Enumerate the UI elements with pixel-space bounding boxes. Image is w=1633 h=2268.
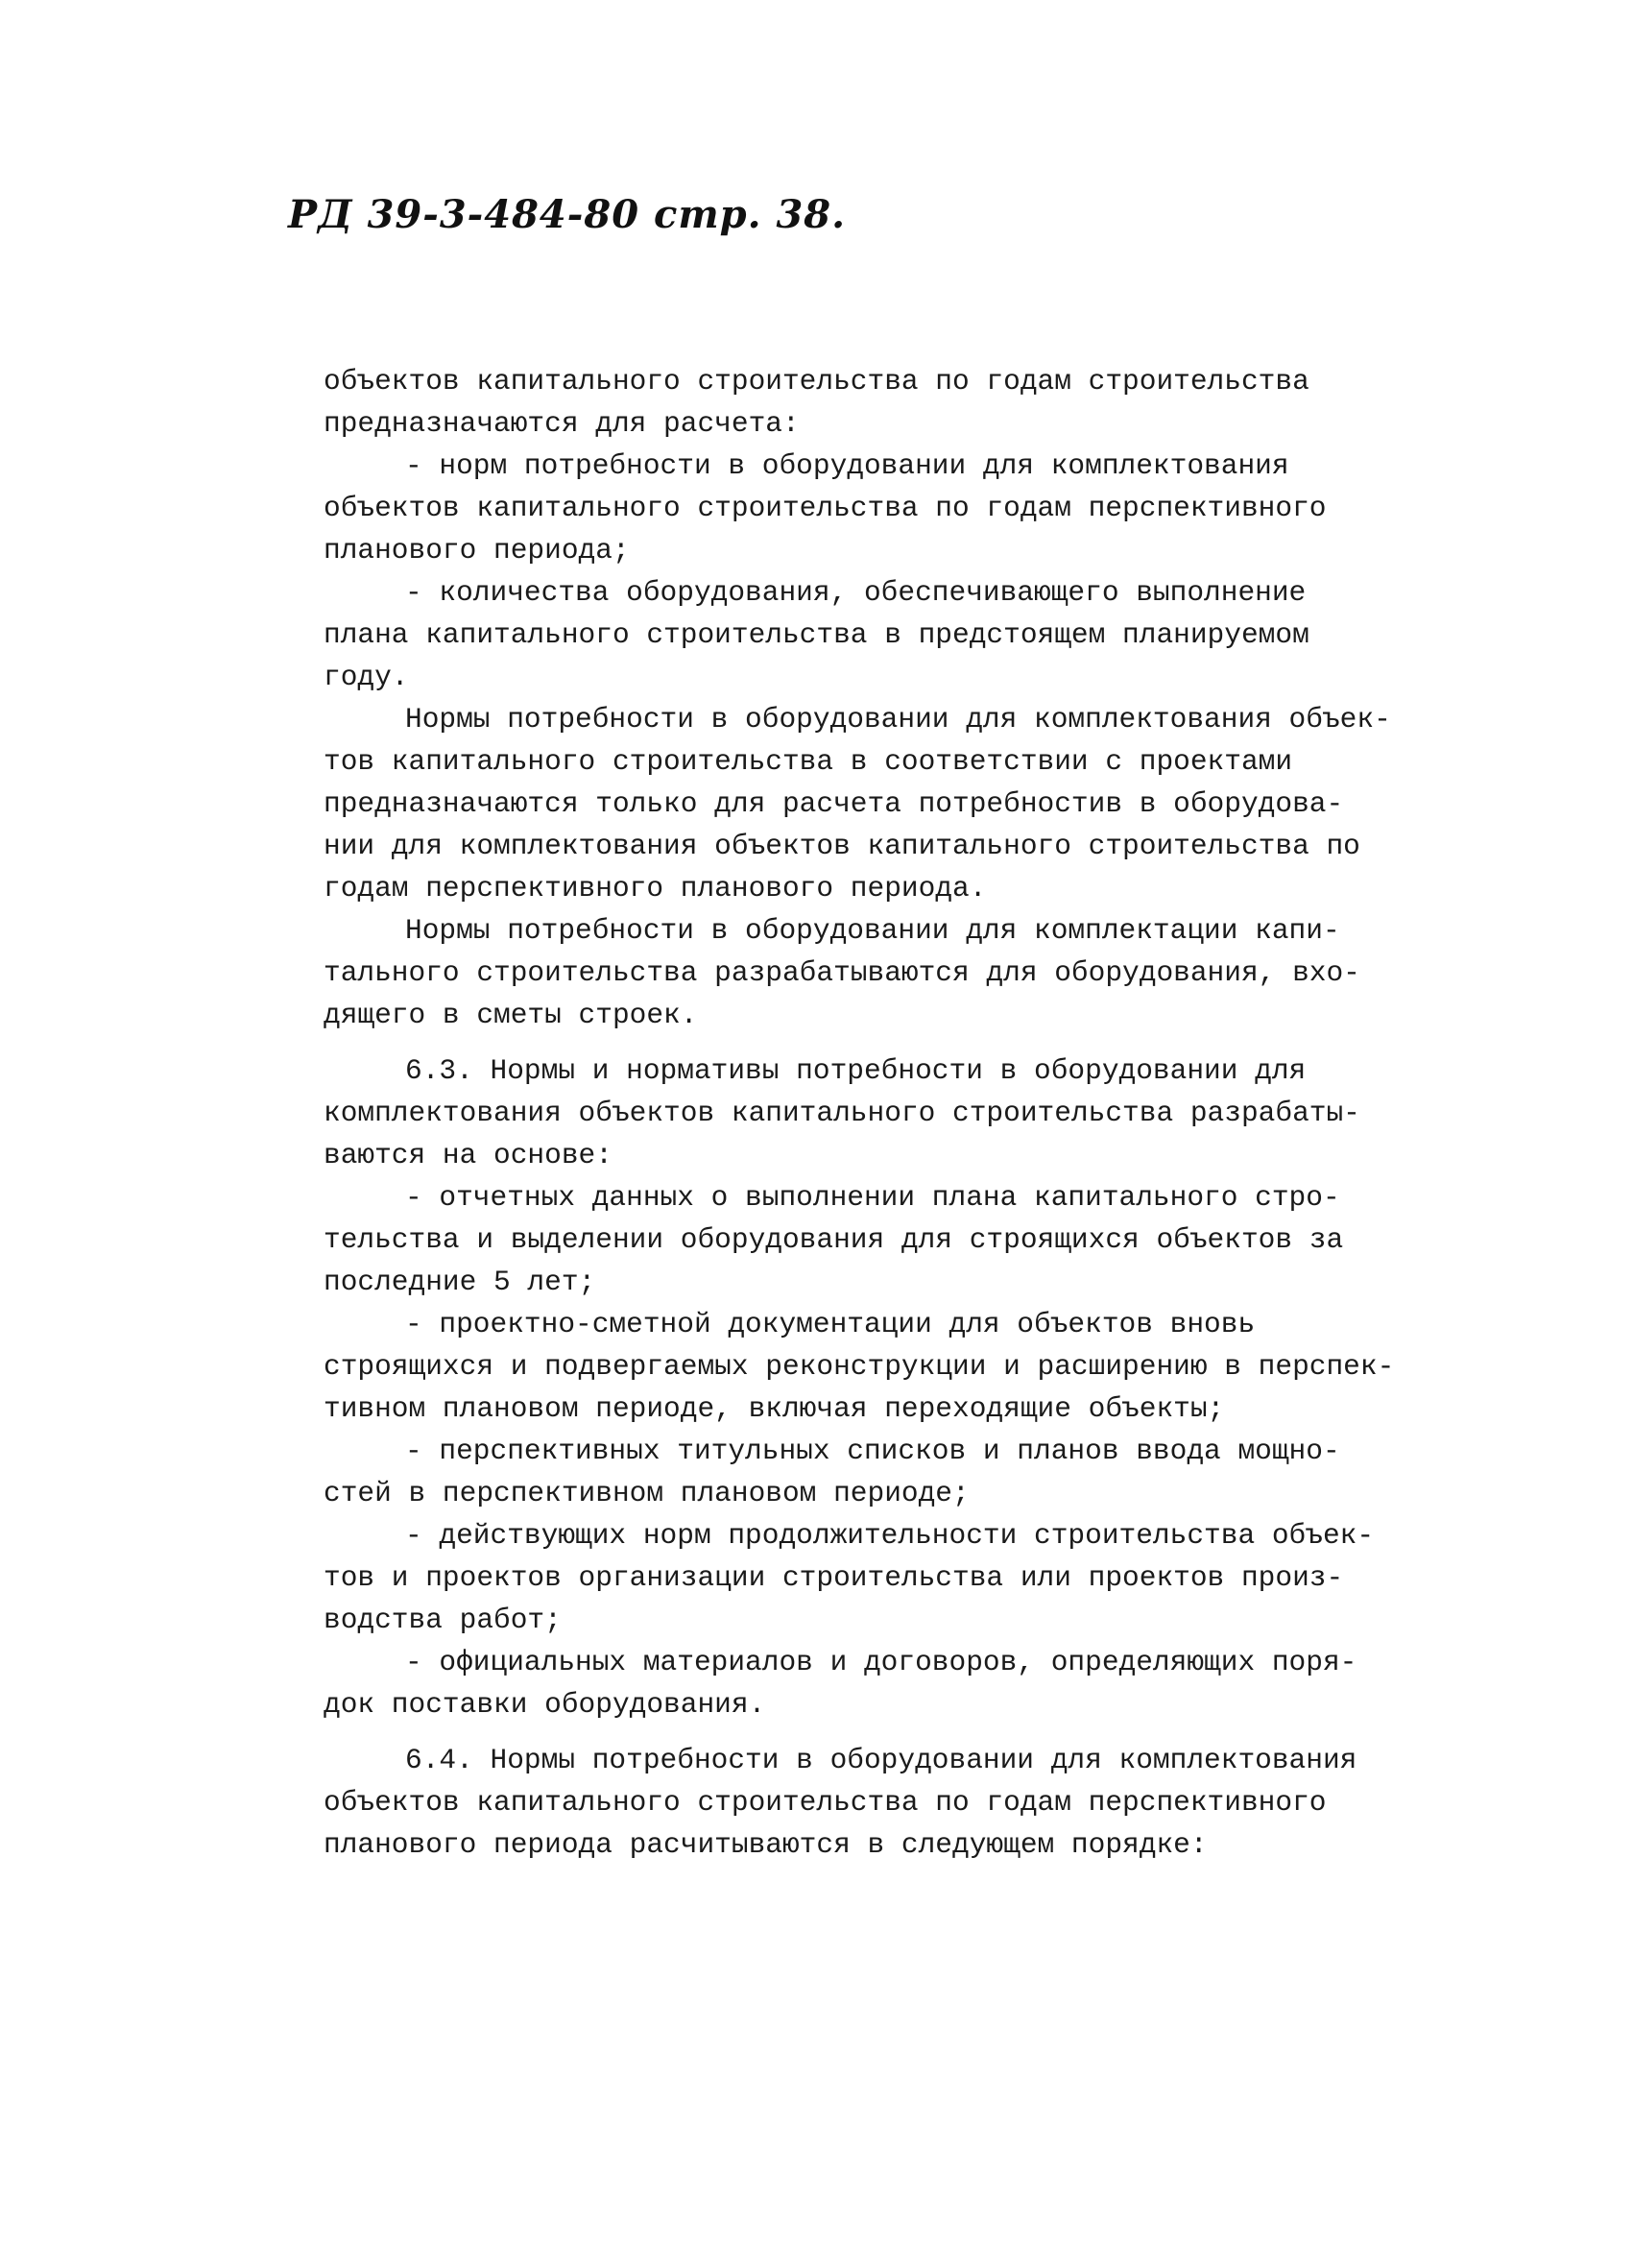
text-line: году. [324, 661, 409, 693]
text-line: планового периода; [324, 534, 630, 567]
text-line: тального строительства разрабатываются для оборудования, вхо- [324, 956, 1360, 989]
text-line: тельства и выделении оборудования для строящихся объектов за [324, 1223, 1344, 1256]
text-line: 6.4. Нормы потребности в оборудовании для комплектования [405, 1744, 1357, 1776]
paragraph-norms-estimates [324, 909, 1370, 1036]
text-line: объектов капитального строительства по годам строительства [324, 365, 1309, 398]
text-line: Нормы потребности в оборудовании для комплектования объек- [405, 703, 1391, 736]
list-item-duration-norms [324, 1514, 1375, 1641]
section-6-3 [324, 1050, 1370, 1176]
text-line: последние 5 лет; [324, 1266, 596, 1298]
list-item-design-docs [324, 1303, 1395, 1430]
text-line: тов капитального строительства в соответствии с проектами [324, 745, 1293, 778]
text-line: водства работ; [324, 1604, 562, 1636]
section-6-4 [324, 1739, 1370, 1866]
document-reference-header: РД 39-3-484-80 стр. 38. [288, 192, 847, 237]
text-line: - перспективных титульных списков и планов ввода мощно- [405, 1435, 1340, 1467]
document-body [324, 360, 1395, 1866]
text-line: плана капитального строительства в предстоящем планируемом [324, 618, 1309, 651]
text-line: Нормы потребности в оборудовании для комплектации капи- [405, 914, 1340, 947]
list-item-reports [324, 1176, 1370, 1303]
text-line: - проектно-сметной документации для объектов вновь [405, 1308, 1256, 1340]
text-line: комплектования объектов капитального строительства разрабаты- [324, 1097, 1360, 1129]
text-line: тов и проектов организации строительства или проектов произ- [324, 1561, 1344, 1594]
text-line: тивном плановом периоде, включая переходящие объекты; [324, 1392, 1225, 1425]
text-line: объектов капитального строительства по годам перспективного [324, 492, 1327, 524]
text-line: планового периода расчитываются в следующем порядке: [324, 1828, 1208, 1861]
text-line: ваются на основе: [324, 1139, 612, 1171]
list-item-official-materials [324, 1641, 1370, 1725]
text-line: предназначаются для расчета: [324, 407, 800, 440]
text-line: - количества оборудования, обеспечивающего выполнение [405, 576, 1307, 609]
text-line: - действующих норм продолжительности строительства объек- [405, 1519, 1375, 1552]
text-line: - официальных материалов и договоров, определяющих поря- [405, 1646, 1357, 1678]
list-item-norms [324, 445, 1370, 571]
text-line: годам перспективного планового периода. [324, 872, 987, 905]
list-item-title-lists [324, 1430, 1370, 1514]
text-line: строящихся и подвергаемых реконструкции и расширению в перспек- [324, 1350, 1395, 1383]
text-line: стей в перспективном плановом периоде; [324, 1477, 970, 1509]
text-line: дящего в сметы строек. [324, 999, 698, 1031]
text-line: - норм потребности в оборудовании для комплектования [405, 449, 1289, 482]
text-line: 6.3. Нормы и нормативы потребности в оборудовании для [405, 1054, 1307, 1087]
text-line: нии для комплектования объектов капитального строительства по [324, 830, 1360, 862]
text-line: объектов капитального строительства по годам перспективного [324, 1786, 1327, 1819]
text-line: - отчетных данных о выполнении плана капитального стро- [405, 1181, 1340, 1214]
paragraph-intro [324, 360, 1370, 445]
list-item-quantity [324, 571, 1370, 698]
text-line: предназначаются только для расчета потребностив в оборудова- [324, 787, 1344, 820]
text-line: док поставки оборудования. [324, 1688, 766, 1721]
paragraph-norms-projects [324, 698, 1391, 909]
